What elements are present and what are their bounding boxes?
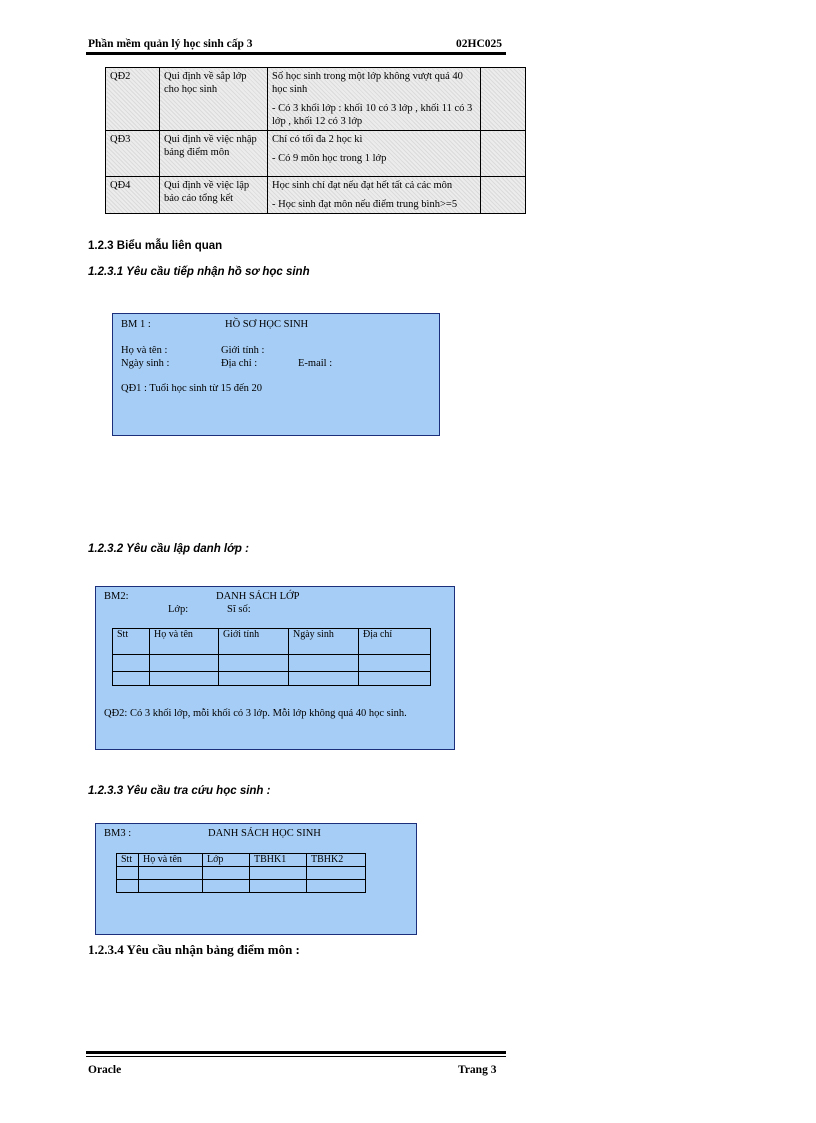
form-code: BM2: — [104, 591, 129, 602]
rule-id: QĐ4 — [106, 177, 160, 214]
student-search-grid — [116, 853, 366, 893]
table-row — [113, 655, 431, 672]
rule-detail: Số học sinh trong một lớp không vượt quá 40 học sinh - Có 3 khối lớp : khối 10 có 3 lớp , khối 11 có 3 lớp , khối 12 có 3 lớp — [268, 68, 481, 131]
gender-label: Giới tính : — [221, 345, 265, 356]
table-header-row — [113, 629, 431, 655]
column-header: Họ và tên — [150, 629, 219, 655]
footer-left: Oracle — [88, 1064, 122, 1076]
name-label: Họ và tên : — [121, 345, 168, 356]
class-list-grid — [112, 628, 431, 686]
form-bm3 — [95, 823, 417, 935]
count-label: Sĩ số: — [227, 604, 251, 615]
table-row — [117, 867, 366, 880]
table-row — [106, 131, 526, 177]
address-label: Địa chỉ : — [221, 358, 258, 369]
rule-id: QĐ3 — [106, 131, 160, 177]
form-bm1 — [112, 313, 440, 436]
dob-label: Ngày sinh : — [121, 358, 170, 369]
form-rule: QĐ1 : Tuổi học sinh từ 15 đến 20 — [121, 383, 263, 394]
header-code: 02HC025 — [456, 38, 502, 50]
form-code: BM3 : — [104, 828, 132, 839]
table-row — [106, 68, 526, 131]
form-code: BM 1 : — [121, 319, 151, 330]
column-header: Lớp — [203, 854, 250, 867]
form-bm2 — [95, 586, 455, 750]
column-header: TBHK1 — [250, 854, 307, 867]
rule-name: Qui định về việc nhập bảng điểm môn — [160, 131, 268, 177]
column-header: Giới tính — [219, 629, 289, 655]
rule-name: Qui định về việc lập báo cáo tổng kết — [160, 177, 268, 214]
table-row — [113, 672, 431, 686]
form-title: DANH SÁCH LỚP — [216, 591, 300, 602]
form-title: HỒ SƠ HỌC SINH — [225, 319, 309, 330]
rule-extra — [481, 131, 526, 177]
table-row — [106, 177, 526, 214]
footer-divider-thin — [86, 1056, 506, 1057]
table-row — [117, 880, 366, 893]
email-label: E-mail : — [298, 358, 333, 369]
form-rule: QĐ2: Có 3 khối lớp, mỗi khối có 3 lớp. Mỗi lớp không quá 40 học sinh. — [104, 708, 407, 719]
section-heading: 1.2.3.2 Yêu cầu lập danh lớp : — [88, 543, 249, 555]
page-number: Trang 3 — [458, 1064, 497, 1076]
rule-id: QĐ2 — [106, 68, 160, 131]
rule-extra — [481, 177, 526, 214]
header-divider — [86, 52, 506, 55]
rule-extra — [481, 68, 526, 131]
section-heading: 1.2.3 Biểu mẫu liên quan — [88, 240, 223, 252]
column-header: Ngày sinh — [289, 629, 359, 655]
section-heading: 1.2.3.1 Yêu cầu tiếp nhận hồ sơ học sinh — [88, 266, 310, 278]
column-header: Họ và tên — [139, 854, 203, 867]
column-header: Địa chỉ — [359, 629, 431, 655]
column-header: Stt — [113, 629, 150, 655]
header-title: Phần mềm quản lý học sinh cấp 3 — [88, 38, 253, 50]
regulations-table — [105, 67, 526, 214]
section-heading: 1.2.3.4 Yêu cầu nhận bảng điểm môn : — [88, 942, 300, 957]
column-header: TBHK2 — [307, 854, 366, 867]
rule-name: Qui định về sắp lớp cho học sinh — [160, 68, 268, 131]
form-title: DANH SÁCH HỌC SINH — [208, 828, 321, 839]
column-header: Stt — [117, 854, 139, 867]
rule-detail: Học sinh chỉ đạt nếu đạt hết tất cả các môn - Học sinh đạt môn nếu điểm trung bình>=5 — [268, 177, 481, 214]
rule-detail: Chỉ có tối đa 2 học kì - Có 9 môn học trong 1 lớp — [268, 131, 481, 177]
table-header-row — [117, 854, 366, 867]
section-heading: 1.2.3.3 Yêu cầu tra cứu học sinh : — [88, 785, 271, 797]
footer-divider — [86, 1051, 506, 1054]
class-label: Lớp: — [168, 604, 189, 615]
